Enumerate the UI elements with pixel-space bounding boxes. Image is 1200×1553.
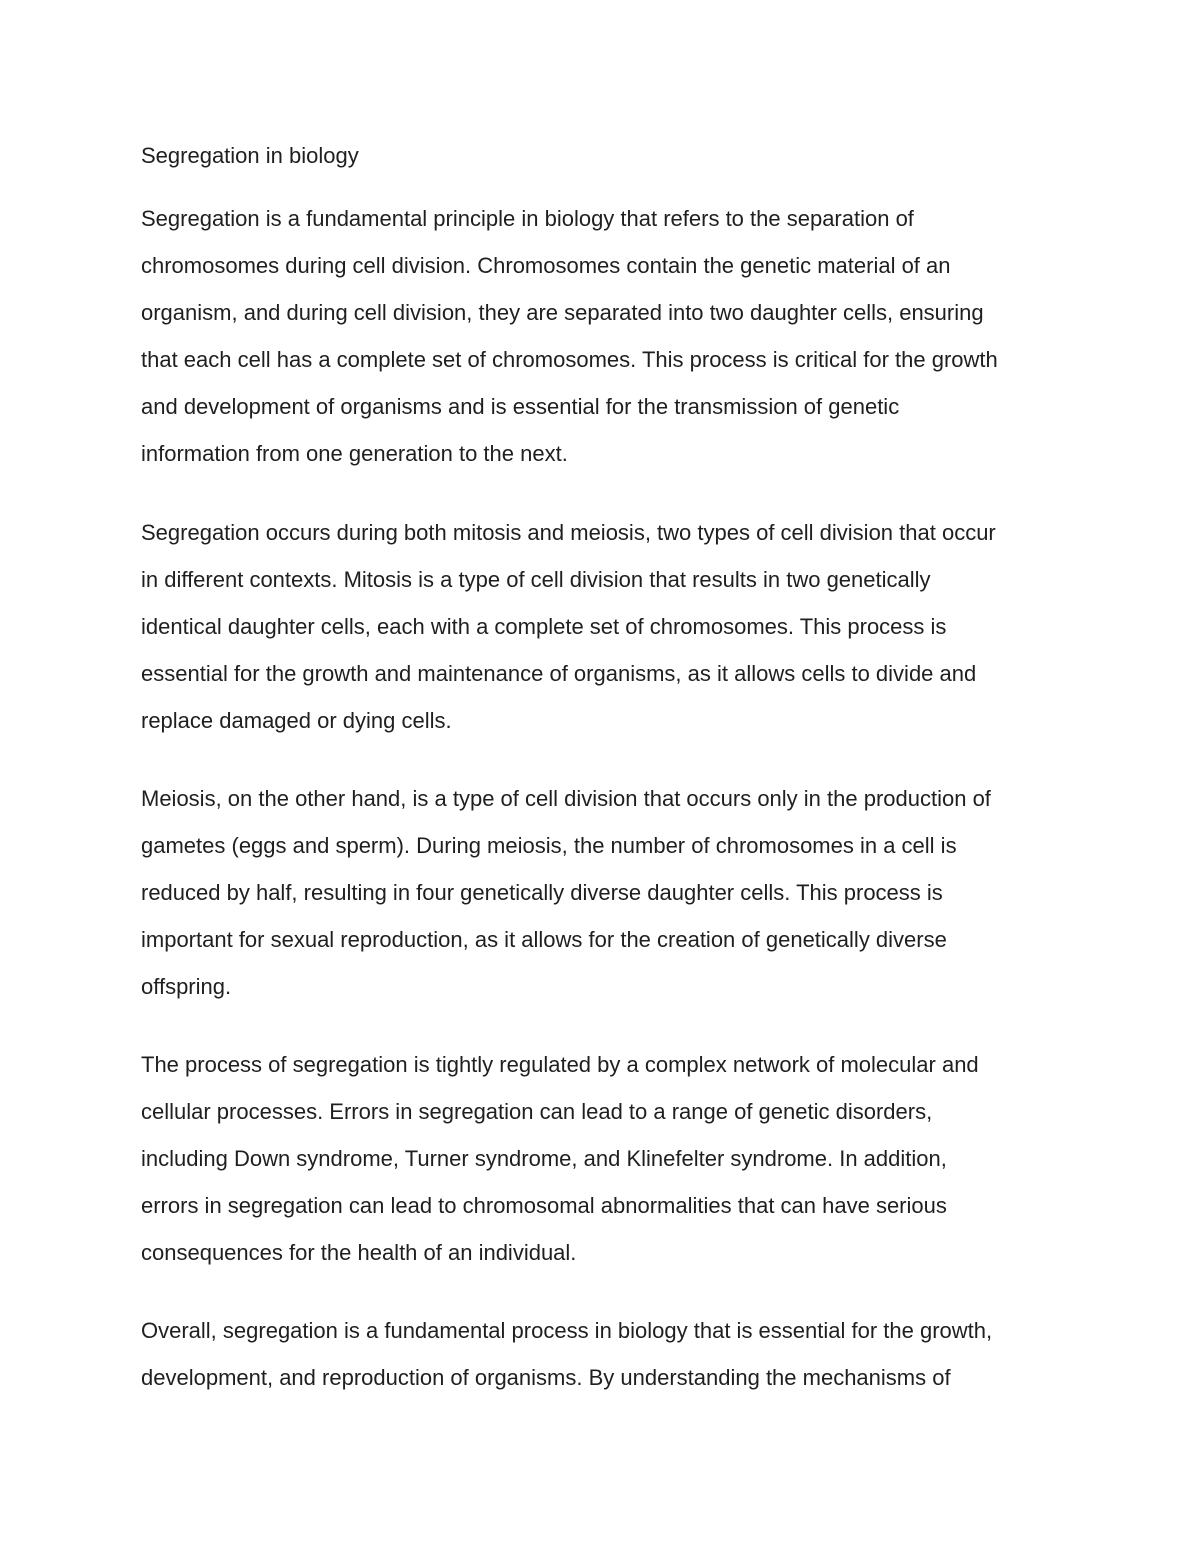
paragraph-3 (141, 775, 991, 1010)
paragraph-5 (141, 1307, 992, 1401)
paragraph-4 (141, 1041, 979, 1276)
document-title: Segregation in biology (141, 143, 359, 168)
paragraph-line: development, and reproduction of organisms. By understanding the mechanisms of (141, 1365, 951, 1390)
paragraph-line: consequences for the health of an individual. (141, 1240, 577, 1265)
paragraph-line: in different contexts. Mitosis is a type of cell division that results in two genetically (141, 567, 931, 592)
paragraph-line: gametes (eggs and sperm). During meiosis, the number of chromosomes in a cell is (141, 833, 957, 858)
paragraph-line: chromosomes during cell division. Chromosomes contain the genetic material of an (141, 253, 951, 278)
paragraph-line: Segregation occurs during both mitosis and meiosis, two types of cell division that occur (141, 520, 996, 545)
paragraph-line: information from one generation to the next. (141, 441, 568, 466)
paragraph-line: and development of organisms and is essential for the transmission of genetic (141, 394, 900, 419)
paragraph-line: essential for the growth and maintenance of organisms, as it allows cells to divide and (141, 661, 977, 686)
paragraph-line: organism, and during cell division, they are separated into two daughter cells, ensuring (141, 300, 984, 325)
paragraph-line: Overall, segregation is a fundamental process in biology that is essential for the growth, (141, 1318, 993, 1343)
paragraph-line: Meiosis, on the other hand, is a type of cell division that occurs only in the production of (141, 786, 991, 811)
paragraph-line: reduced by half, resulting in four genetically diverse daughter cells. This process is (141, 880, 943, 905)
paragraph-line: Segregation is a fundamental principle in biology that refers to the separation of (141, 206, 914, 231)
paragraph-line: offspring. (141, 974, 232, 999)
paragraph-line: cellular processes. Errors in segregation can lead to a range of genetic disorders, (141, 1099, 933, 1124)
paragraph-line: identical daughter cells, each with a complete set of chromosomes. This process is (141, 614, 947, 639)
paragraph-1 (141, 195, 998, 477)
paragraph-line: including Down syndrome, Turner syndrome, and Klinefelter syndrome. In addition, (141, 1146, 947, 1171)
paragraph-2 (141, 509, 996, 744)
paragraph-line: The process of segregation is tightly regulated by a complex network of molecular and (141, 1052, 979, 1077)
paragraph-line: replace damaged or dying cells. (141, 708, 452, 733)
paragraph-line: errors in segregation can lead to chromosomal abnormalities that can have serious (141, 1193, 947, 1218)
paragraph-line: important for sexual reproduction, as it allows for the creation of genetically diverse (141, 927, 947, 952)
paragraph-line: that each cell has a complete set of chromosomes. This process is critical for the growth (141, 347, 998, 372)
